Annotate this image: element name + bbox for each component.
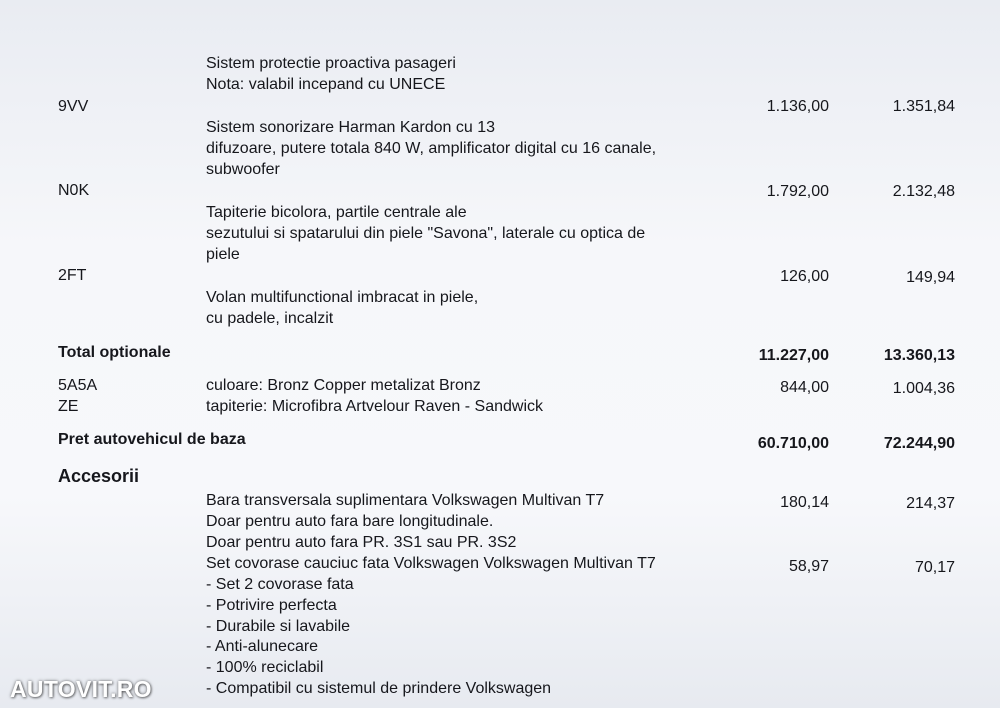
accessory-net-price: 180,14 — [780, 494, 829, 511]
option-desc-line: Sistem protectie proactiva pasageri — [206, 55, 456, 72]
color-net-price: 844,00 — [780, 379, 829, 396]
autovit-watermark: AUTOVIT.RO — [10, 676, 152, 702]
option-gross-price: 2.132,48 — [892, 183, 955, 200]
option-desc-line: subwoofer — [206, 161, 280, 178]
pret-baza-label: Pret autovehicul de baza — [58, 431, 246, 448]
accessory-desc-line: - Compatibil cu sistemul de prindere Volkswagen — [206, 680, 552, 697]
accessory-desc-line: - 100% reciclabil — [206, 659, 324, 676]
option-desc-line: Volan multifunctional imbracat in piele, — [206, 289, 479, 306]
option-desc-line: difuzoare, putere totala 840 W, amplificator digital cu 16 canale, — [206, 140, 657, 157]
option-desc-line: Tapiterie bicolora, partile centrale ale — [206, 204, 467, 221]
accessory-desc-line: - Durabile si lavabile — [206, 618, 351, 635]
option-desc-line: piele — [206, 246, 240, 263]
accessory-desc-line: Doar pentru auto fara PR. 3S1 sau PR. 3S2 — [206, 534, 517, 551]
option-net-price: 1.136,00 — [766, 98, 829, 115]
option-code: 9VV — [58, 98, 89, 115]
color-gross-price: 1.004,36 — [892, 380, 955, 397]
pret-baza-net: 60.710,00 — [757, 435, 829, 452]
option-net-price: 126,00 — [780, 268, 829, 285]
accessory-desc-line: Bara transversala suplimentara Volkswagen Multivan T7 — [206, 492, 605, 509]
accessory-desc-line: Doar pentru auto fara bare longitudinale. — [206, 513, 494, 530]
accessory-desc-line: - Anti-alunecare — [206, 638, 319, 655]
total-optionale-gross: 13.360,13 — [883, 347, 955, 364]
accessory-desc-line: Set covorase cauciuc fata Volkswagen Volkswagen Multivan T7 — [206, 555, 656, 572]
option-gross-price: 149,94 — [906, 269, 955, 286]
upholstery-desc: tapiterie: Microfibra Artvelour Raven - Sandwick — [206, 398, 544, 415]
option-gross-price: 1.351,84 — [892, 98, 955, 115]
accessory-net-price: 58,97 — [788, 558, 829, 575]
upholstery-code: ZE — [58, 398, 79, 415]
color-code: 5A5A — [58, 377, 98, 394]
option-desc-line: Nota: valabil incepand cu UNECE — [206, 76, 446, 93]
accessory-desc-line: - Set 2 covorase fata — [206, 576, 354, 593]
option-code: N0K — [58, 182, 90, 199]
accesorii-heading: Accesorii — [58, 466, 140, 486]
pret-baza-gross: 72.244,90 — [883, 435, 955, 452]
option-desc-line: cu padele, incalzit — [206, 310, 334, 327]
color-desc: culoare: Bronz Copper metalizat Bronz — [206, 377, 481, 394]
option-desc-line: sezutului si spatarului din piele "Savona", laterale cu optica de — [206, 225, 646, 242]
option-net-price: 1.792,00 — [766, 183, 829, 200]
accessory-desc-line: - Potrivire perfecta — [206, 597, 337, 614]
accessory-gross-price: 214,37 — [906, 495, 955, 512]
accessory-gross-price: 70,17 — [914, 559, 955, 576]
option-desc-line: Sistem sonorizare Harman Kardon cu 13 — [206, 119, 496, 136]
total-optionale-net: 11.227,00 — [758, 347, 829, 364]
total-optionale-label: Total optionale — [58, 344, 171, 361]
option-code: 2FT — [58, 267, 87, 284]
